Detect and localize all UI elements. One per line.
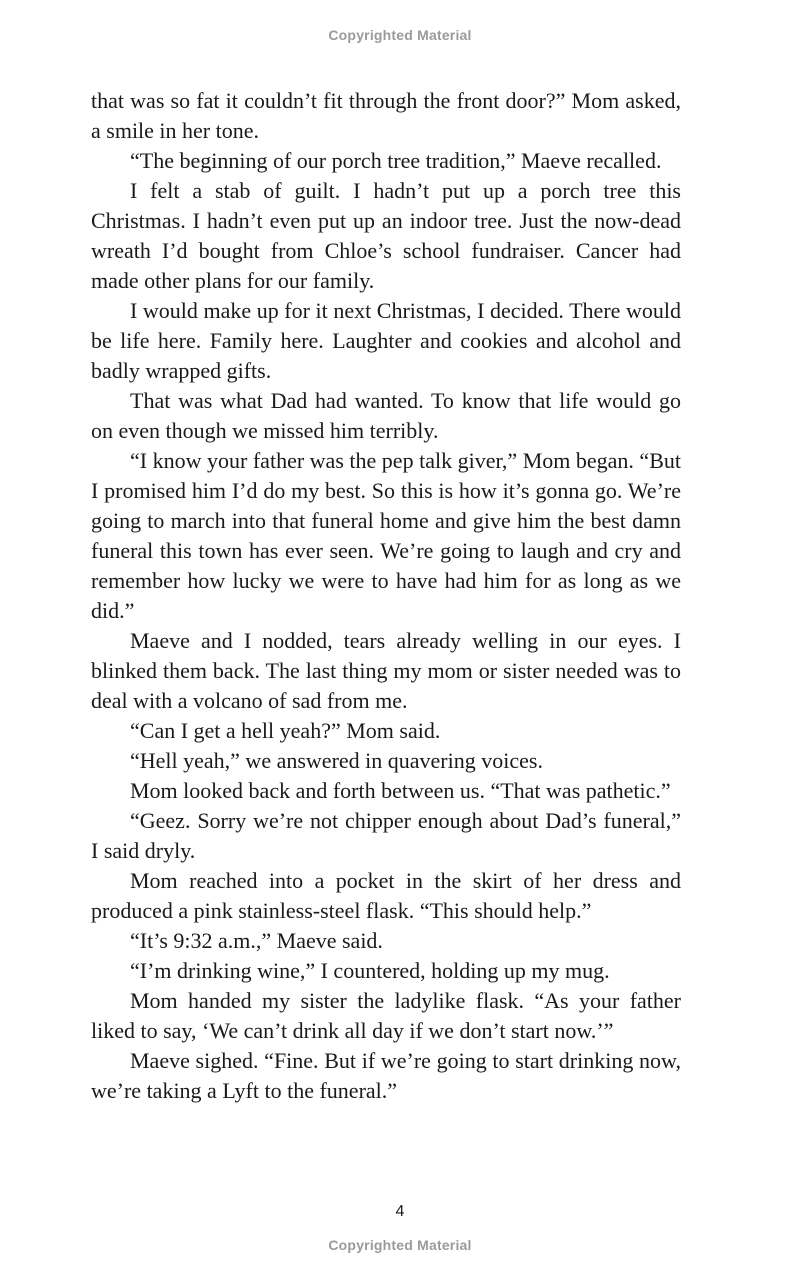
- paragraph: I felt a stab of guilt. I hadn’t put up a porch tree this Christmas. I hadn’t even put up an indoor tree. Just the now-dead wreath I’d bought from Chloe’s school fundraiser. Cancer had made other plans for our family.: [91, 178, 681, 293]
- paragraph: “The beginning of our porch tree tradition,” Maeve recalled.: [130, 148, 662, 173]
- paragraph: “I’m drinking wine,” I countered, holding up my mug.: [130, 958, 610, 983]
- copyright-watermark-top: Copyrighted Material: [328, 27, 472, 43]
- page-number: 4: [395, 1203, 405, 1220]
- paragraph: That was what Dad had wanted. To know that life would go on even though we missed him terribly.: [91, 388, 681, 443]
- paragraph: Maeve sighed. “Fine. But if we’re going to start drinking now, we’re taking a Lyft to the funeral.”: [91, 1048, 681, 1103]
- paragraph: “It’s 9:32 a.m.,” Maeve said.: [130, 928, 383, 953]
- paragraph: I would make up for it next Christmas, I decided. There would be life here. Family here. Laughter and cookies and alcohol and badly wrapped gifts.: [91, 298, 681, 383]
- paragraph: Maeve and I nodded, tears already welling in our eyes. I blinked them back. The last thing my mom or sister needed was to deal with a volcano of sad from me.: [91, 628, 681, 713]
- paragraph: “I know your father was the pep talk giver,” Mom began. “But I promised him I’d do my best. So this is how it’s gonna go. We’re going to march into that funeral home and give him the best damn funeral this town has ever seen. We’re going to laugh and cry and remember how lucky we were to have had him for as long as we did.”: [91, 448, 681, 623]
- paragraph: Mom handed my sister the ladylike flask. “As your father liked to say, ‘We can’t drink all day if we don’t start now.’”: [91, 988, 681, 1043]
- page-body-text: [91, 86, 681, 1106]
- copyright-watermark-bottom: Copyrighted Material: [328, 1237, 472, 1253]
- paragraph: “Hell yeah,” we answered in quavering voices.: [130, 748, 543, 773]
- paragraph-continuation: that was so fat it couldn’t fit through the front door?” Mom asked, a smile in her tone.: [91, 88, 681, 143]
- paragraph: “Geez. Sorry we’re not chipper enough about Dad’s funeral,” I said dryly.: [91, 808, 681, 863]
- paragraph: “Can I get a hell yeah?” Mom said.: [130, 718, 441, 743]
- paragraph: Mom looked back and forth between us. “That was pathetic.”: [130, 778, 671, 803]
- paragraph: Mom reached into a pocket in the skirt of her dress and produced a pink stainless-steel flask. “This should help.”: [91, 868, 681, 923]
